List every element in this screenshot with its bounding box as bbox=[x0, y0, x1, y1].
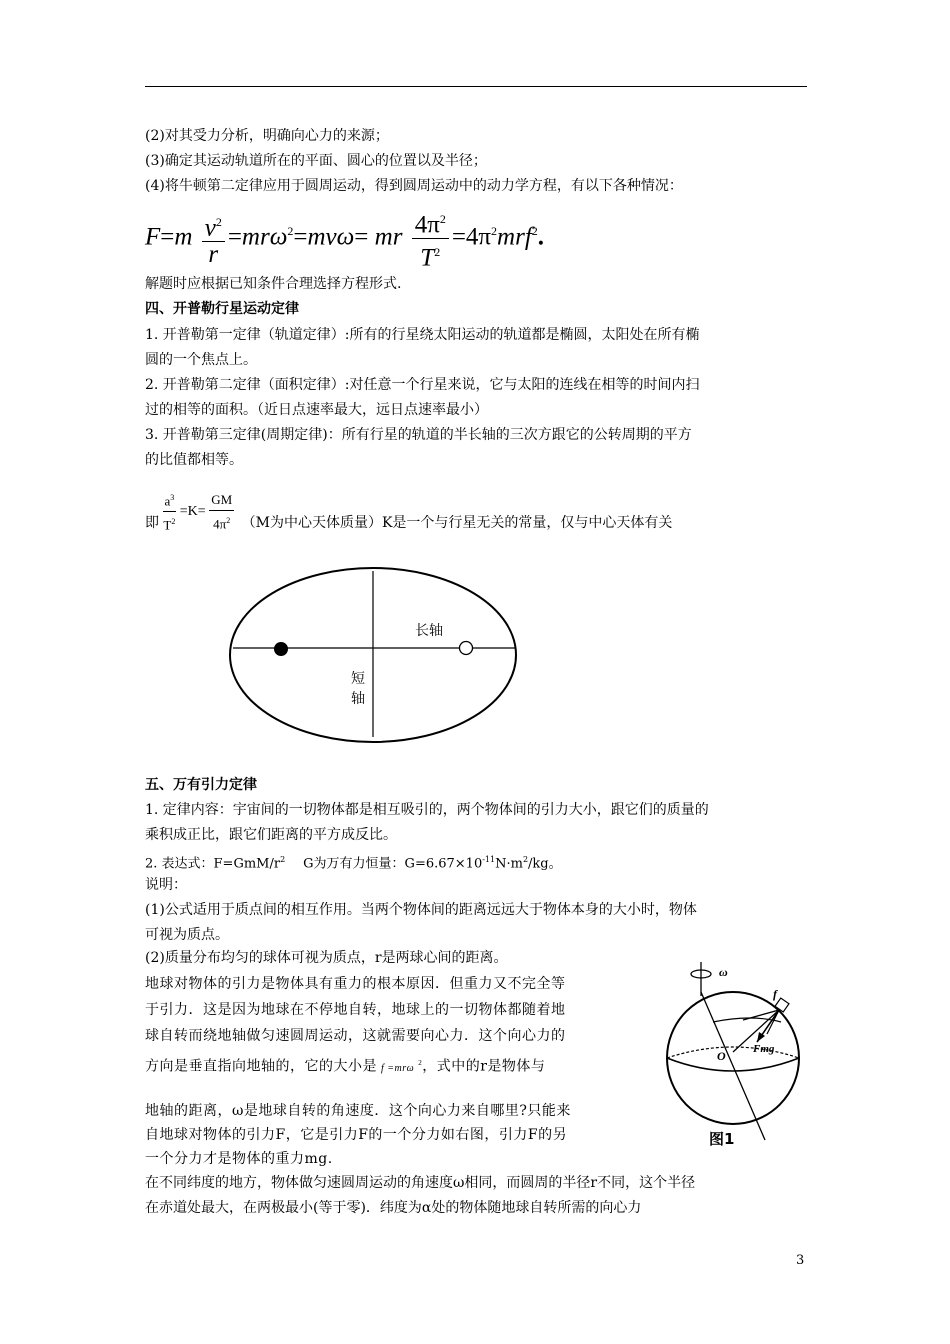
text-line: 1. 开普勒第一定律（轨道定律）:所有的行星绕太阳运动的轨道都是椭圆，太阳处在所有椭 bbox=[145, 327, 700, 343]
text-line: 方向是垂直指向地轴的，它的大小是 f =mrω $^2$，式中的r是物体与 bbox=[145, 1058, 546, 1075]
formula-fraction: $\frac{4\pi^2}{T^2}$ bbox=[412, 206, 449, 272]
text-line: 于引力．这是因为地球在不停地自转，地球上的一切物体都随着地 bbox=[145, 1002, 566, 1018]
section-heading: 五、万有引力定律 bbox=[145, 777, 257, 793]
text-line: 1. 定律内容：宇宙间的一切物体都是相互吸引的，两个物体间的引力大小，跟它们的质量的 bbox=[145, 802, 709, 818]
formula-fraction: $\frac{a^3}{T^2}$ bbox=[163, 488, 177, 536]
text-line: 在赤道处最大，在两极最小(等于零)．纬度为α处的物体随地球自转所需的向心力 bbox=[145, 1200, 642, 1216]
long-axis-label: 长轴 bbox=[415, 623, 443, 639]
formula-term: mvω bbox=[307, 223, 355, 251]
figure-caption: 图1 bbox=[709, 1130, 735, 1148]
section-heading: 四、开普勒行星运动定律 bbox=[145, 301, 299, 317]
ellipse-orbit-diagram bbox=[225, 565, 525, 750]
formula-fraction: $\frac{GM}{4\pi^2}$ bbox=[211, 491, 233, 531]
text-line: 球自转而绕地轴做匀速圆周运动，这就需要向心力．这个向心力的 bbox=[145, 1028, 566, 1044]
omega-label: ω bbox=[719, 965, 728, 979]
text-line: 在不同纬度的地方，物体做匀速圆周运动的角速度ω相同，而圆周的半径r不同，这个半径 bbox=[145, 1175, 696, 1191]
header-rule bbox=[145, 86, 807, 87]
text-line: 3. 开普勒第三定律(周期定律)：所有行星的轨道的半长轴的三次方跟它的公转周期的平方 bbox=[145, 427, 692, 443]
text-line: 可视为质点。 bbox=[145, 927, 229, 943]
gravity-expression: 2. 表达式：$F=GmM/r^2$ G为万有力恒量：$G=6.67\times 10^{-11}N\cdot m^2/kg$。 bbox=[145, 855, 562, 872]
text-line: (4)将牛顿第二定律应用于圆周运动，得到圆周运动中的动力学方程，有以下各种情况： bbox=[145, 178, 683, 194]
o-label: O bbox=[717, 1049, 726, 1063]
mg-arrow bbox=[767, 1010, 779, 1034]
circular-motion-formula: F=m $\frac{v^2}{r}$ =mrω$^2$=mvω= mr $\frac{4\pi^2}{T^2}$ $=4\pi^2mrf^2$. bbox=[145, 206, 544, 266]
short-axis-label: 短 bbox=[351, 671, 365, 687]
earth-axis bbox=[701, 992, 765, 1140]
fmg-label: Fmg bbox=[753, 1043, 775, 1055]
text-line: 乘积成正比，跟它们距离的平方成反比。 bbox=[145, 827, 397, 843]
text-line: (3)确定其运动轨道所在的平面、圆心的位置以及半径； bbox=[145, 153, 487, 169]
text-line: 解题时应根据已知条件合理选择方程形式. bbox=[145, 276, 402, 292]
text-line: 的比值都相等。 bbox=[145, 452, 243, 468]
formula-fraction: $\frac{v^2}{r}$ bbox=[202, 209, 225, 268]
page-number: 3 bbox=[796, 1253, 805, 1268]
text-line: 圆的一个焦点上。 bbox=[145, 352, 257, 368]
formula-term: mrω bbox=[241, 223, 288, 251]
text-line: 2. 开普勒第二定律（面积定律）:对任意一个行星来说，它与太阳的连线在相等的时间内扫 bbox=[145, 377, 700, 393]
f-label: f bbox=[773, 987, 777, 1001]
formula-term: m bbox=[174, 223, 193, 251]
kepler-third-law-equation: 即 $\frac{a^3}{T^2}$ =K= $\frac{GM}{4\pi^2}$ （M为中心天体质量）K是一个与行星无关的常量，仅与中心天体有关 bbox=[145, 488, 672, 548]
text-line: 地球对物体的引力是物体具有重力的根本原因．但重力又不完全等 bbox=[145, 976, 566, 992]
short-axis-label: 轴 bbox=[351, 691, 365, 707]
formula-term: mr bbox=[374, 223, 403, 251]
text-line: 地轴的距离，ω是地球自转的角速度．这个向心力来自哪里?只能来 bbox=[145, 1103, 571, 1119]
text-line: 一个分力才是物体的重力mg. bbox=[145, 1151, 333, 1167]
text-line: (2)对其受力分析，明确向心力的来源； bbox=[145, 128, 389, 144]
text-line: 自地球对物体的引力F，它是引力F的一个分力如右图，引力F的另 bbox=[145, 1127, 568, 1143]
text-line: (1)公式适用于质点间的相互作用。当两个物体间的距离远远大于物体本身的大小时，物体 bbox=[145, 902, 697, 918]
empty-focus-dot bbox=[460, 642, 473, 655]
text-line: (2)质量分布均匀的球体可视为质点，r是两球心间的距离。 bbox=[145, 950, 508, 966]
text-line: 过的相等的面积。（近日点速率最大，远日点速率最小） bbox=[145, 402, 488, 418]
formula-eq: = bbox=[160, 223, 175, 251]
earth-rotation-figure bbox=[657, 962, 807, 1157]
earth-circle bbox=[667, 992, 799, 1124]
sun-focus-dot bbox=[274, 642, 288, 656]
formula-term: F bbox=[145, 223, 161, 251]
equator-back bbox=[667, 1047, 799, 1058]
text-line: 说明： bbox=[145, 877, 187, 893]
